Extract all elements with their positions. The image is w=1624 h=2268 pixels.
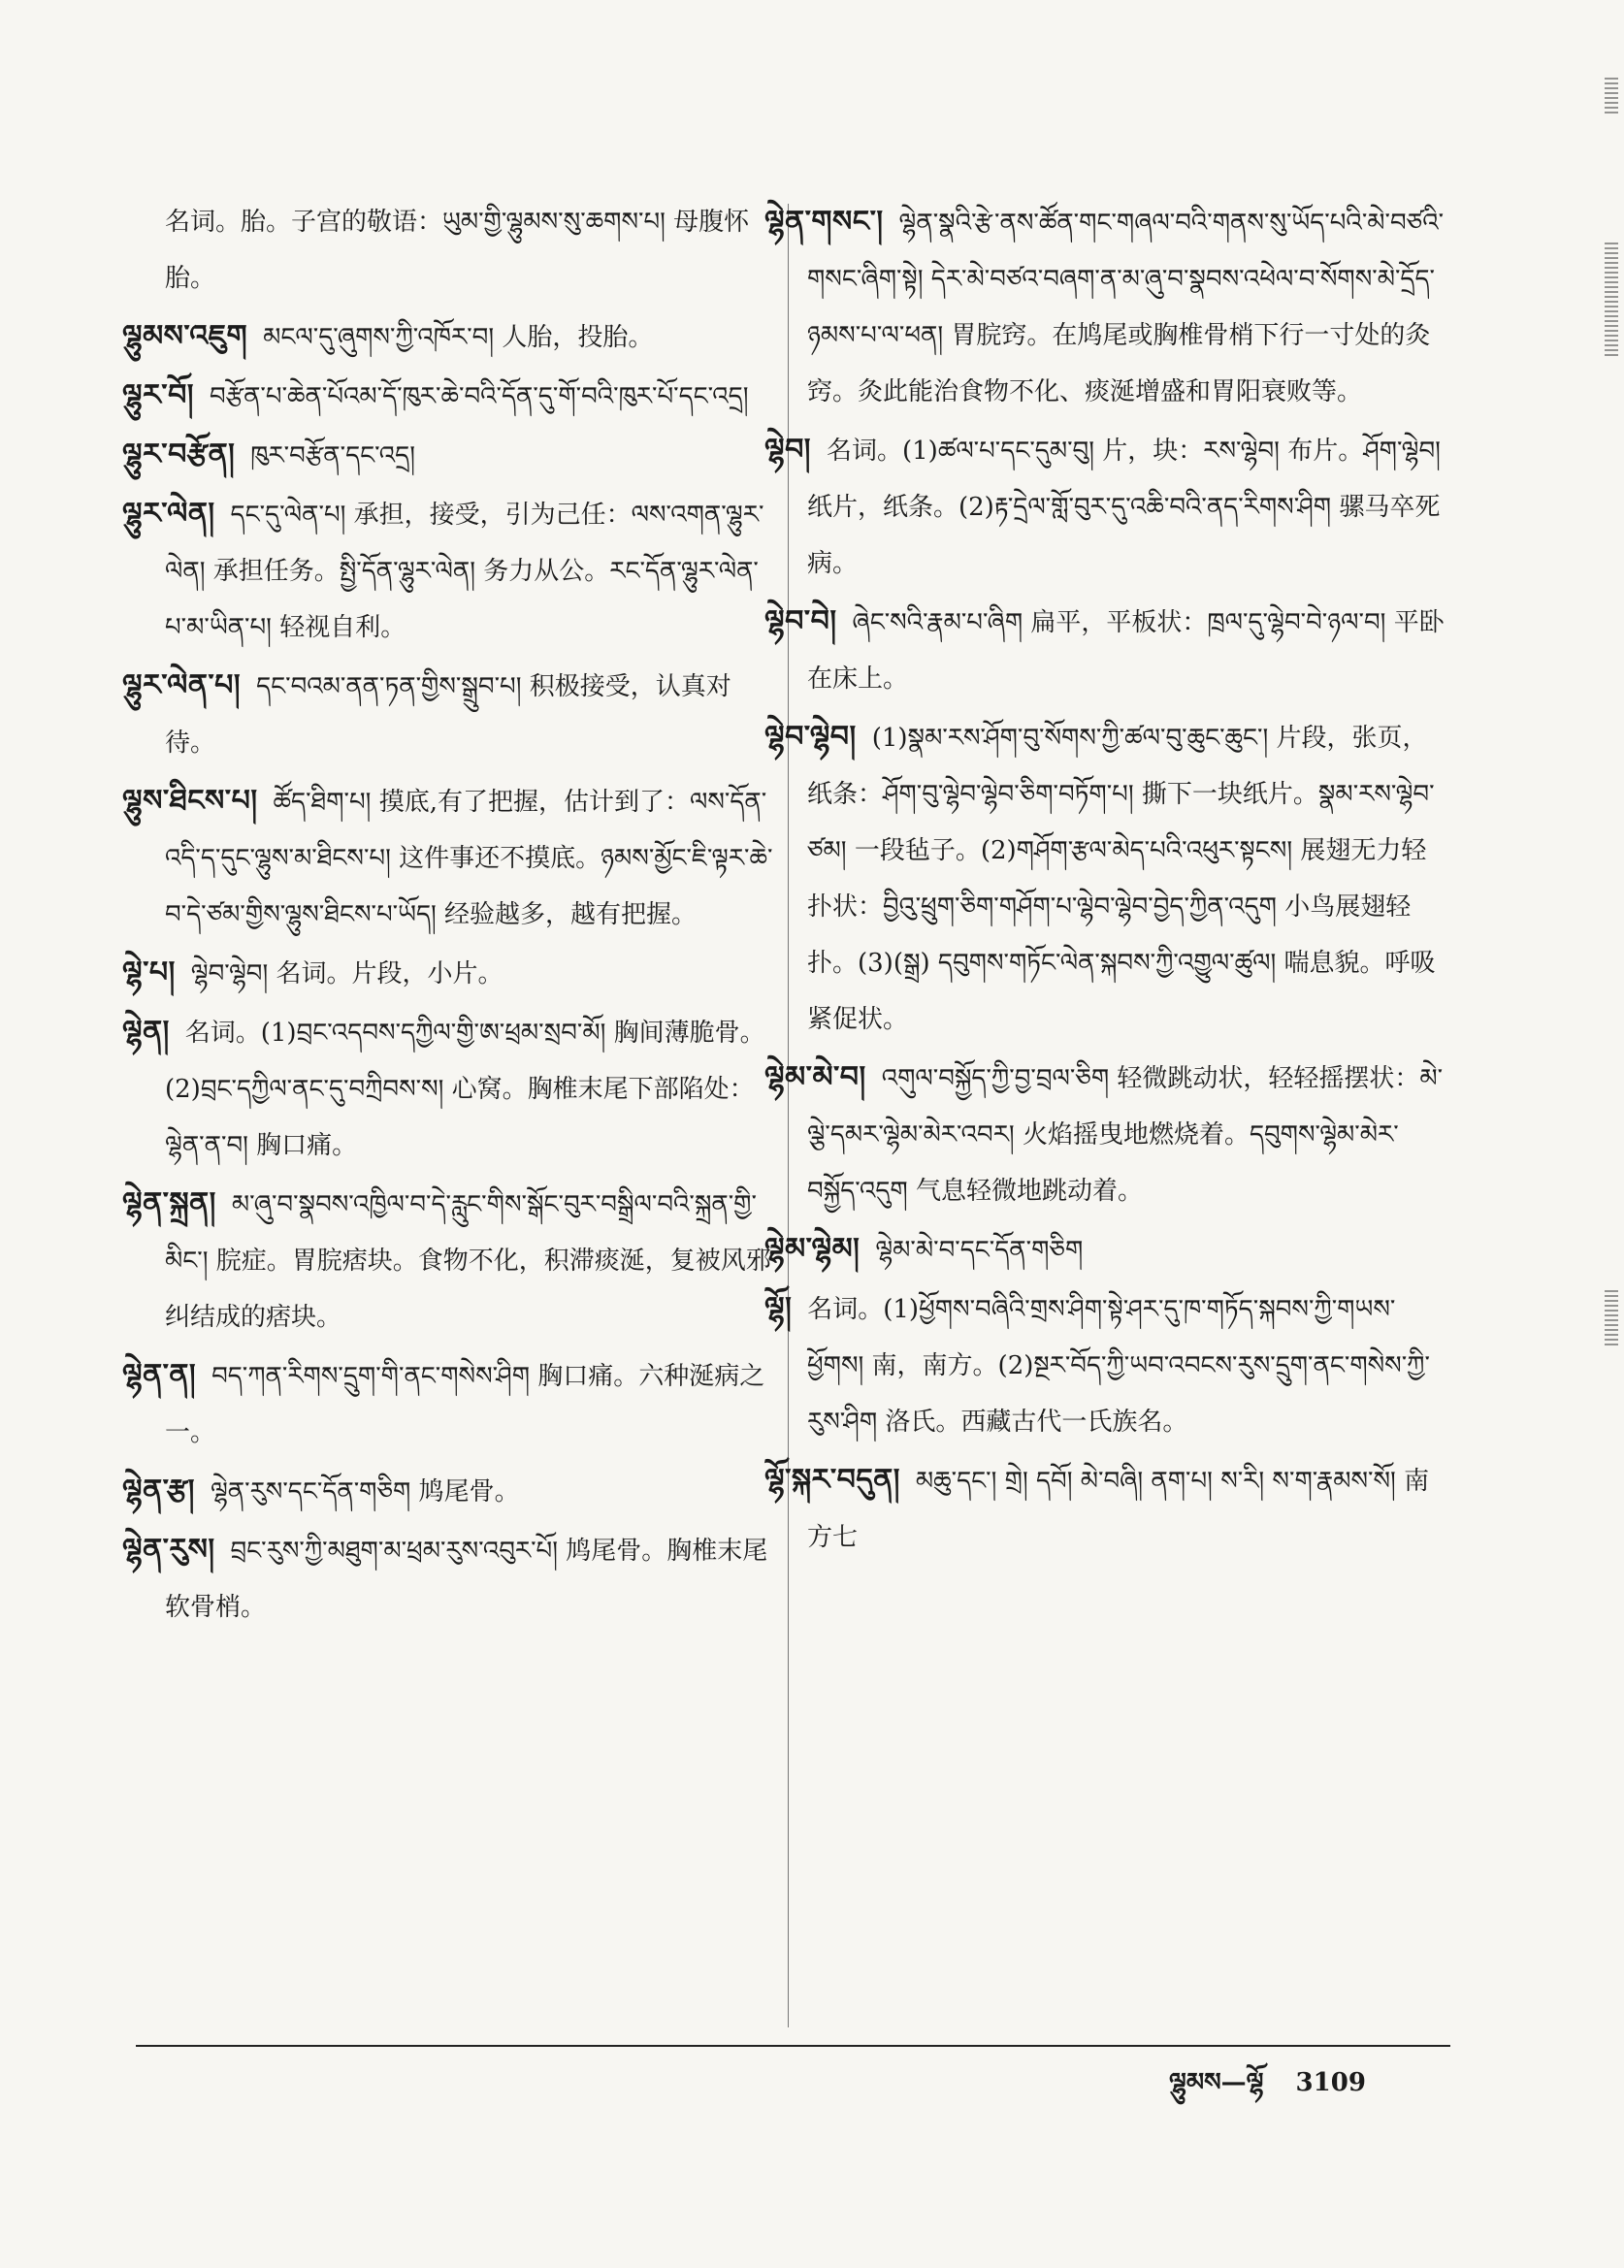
entry-definition: དང་དུ་ལེན་པ། 承担，接受，引为己任：ལས་འགན་ལྷུར་ལེན། 承担任务。སྤྱི་དོན་ལྷུར་ལེན། 务力从公。རང་དོན་ལྷུར་ལེན་པ་མ་ཡིན་པ། 轻视自利。 xyxy=(165,501,764,642)
dictionary-entry xyxy=(122,308,776,366)
entry-headword: ལྷེན་སྐྲན། xyxy=(122,1186,216,1220)
dictionary-entry xyxy=(764,194,1447,420)
entry-definition: ཁུར་བརྩོན་དང་འདྲ། xyxy=(250,441,416,470)
entry-headword: ལྷེབ། xyxy=(764,433,811,467)
entry-definition: 名词。(1)བྲང་འདབས་དཀྱིལ་གྱི་ཨ་ཕྲམ་སྲབ་མོ། 胸间薄脆骨。 (2)བྲང་དཀྱིལ་ནང་དུ་བཀྲིབས་ས། 心窝。胸椎末尾下部陷处：ལྷེན་ན་བ། 胸口痛。 xyxy=(165,1019,765,1160)
entry-headword: ལྷེན་གསང་། xyxy=(764,205,884,239)
dictionary-entry xyxy=(764,1050,1447,1219)
dictionary-entry xyxy=(122,427,776,484)
entry-headword: ལྷེམ་མེ་བ། xyxy=(764,1060,866,1094)
dictionary-entry xyxy=(122,486,776,656)
entry-headword: ལྷེམ་ལྷེམ། xyxy=(764,1232,861,1266)
scan-edge-mark xyxy=(1605,78,1618,116)
entry-definition: མངལ་དུ་ཞུགས་ཀྱི་འཁོར་བ། 人胎，投胎。 xyxy=(263,323,654,352)
entry-headword: ལྷུས་ཐིངས་པ། xyxy=(122,784,258,818)
entry-definition: ལྷེན་རུས་དང་དོན་གཅིག 鸠尾骨。 xyxy=(210,1477,520,1507)
entry-definition: ལྷེན་སྣའི་རྩེ་ནས་ཚོན་གང་གཞལ་བའི་གནས་སུ་ཡོད་པའི་མེ་བཙའི་གསང་ཞིག་སྟེ། དེར་མེ་བཙའ་བཞག་ན་མ་ཞུ་བ་སྣབས་འཕེལ་བ་སོགས་མེ་དྲོད་ཉམས་པ་ལ་ཕན། 胃脘窍。在鸠尾或胸椎骨梢下行一寸处的灸窍。灸此能治食物不化、痰涎增盛和胃阳衰败等。 xyxy=(807,209,1445,406)
entry-definition: ལྷེམ་མེ་བ་དང་དོན་གཅིག xyxy=(875,1236,1084,1265)
entry-definition: (1)སྣམ་རས་ཤོག་བུ་སོགས་ཀྱི་ཚལ་བུ་ཆུང་ཆུང་། 片段，张页，纸条：ཤོག་བུ་ལྷེབ་ལྷེབ་ཅིག་བཏོག་པ། 撕下一块纸片。སྣམ་རས་ལྷེབ་ཙམ། 一段毡子。(2)གཤོག་རྩལ་མེད་པའི་འཕུར་སྟངས། 展翅无力轻扑状：བྱིའུ་ཕྲུག་ཅིག་གཤོག་པ་ལྷེབ་ལྷེབ་བྱེད་ཀྱིན་འདུག 小鸟展翅轻扑。(3)(སྒྲ) དབུགས་གཏོང་ལེན་སྐབས་ཀྱི་འགྱུལ་ཚུལ། 喘息貌。呼吸紧促状。 xyxy=(807,724,1436,1034)
dictionary-entry xyxy=(764,1452,1447,1566)
page-number: 3109 xyxy=(1295,2068,1366,2097)
dictionary-entry xyxy=(764,1221,1447,1279)
scan-edge-mark xyxy=(1605,243,1618,359)
left-column xyxy=(122,194,776,1637)
entry-definition: འགུལ་བསྐྱོད་ཀྱི་བྱ་བྲལ་ཅིག 轻微跳动状，轻轻摇摆状：མེ་ལྕེ་དམར་ལྷེམ་མེར་འབར། 火焰摇曳地燃烧着。དབུགས་ལྷེམ་མེར་བསྐྱོད་འདུག 气息轻微地跳动着。 xyxy=(807,1064,1444,1206)
entry-headword: ལྷོ་སྐར་བདུན། xyxy=(764,1463,900,1497)
entry-definition: མ་ཞུ་བ་སྣབས་འཁྱིལ་བ་དེ་རླུང་གིས་སྒོང་བུར་བསྒྲིལ་བའི་སྐྲན་གྱི་མིང་། 脘症。胃脘痞块。食物不化，积滞痰涎，复被风邪纠结成的痞块。 xyxy=(165,1190,771,1332)
entry-headword: ལྷུར་ལེན། xyxy=(122,497,215,531)
entry-definition: དང་བའམ་ནན་ཏན་གྱིས་སྒྲུབ་པ། 积极接受，认真对待。 xyxy=(165,672,731,758)
entry-definition: བྲང་རུས་ཀྱི་མཐུག་མ་ཕྲམ་རུས་འབུར་པོ། 鸠尾骨。胸椎末尾软骨梢。 xyxy=(165,1537,768,1622)
entry-headword: ལྷོ། xyxy=(764,1291,793,1325)
entry-headword: ལྷུམས་འཇུག xyxy=(122,319,248,353)
guide-words: ལྷུམས—ལྷོ xyxy=(1169,2068,1264,2097)
entry-definition: 名词。(1)ཕྱོགས་བཞིའི་གྲས་ཤིག་སྟེ་ཤར་དུ་ཁ་གཏོད་སྐབས་ཀྱི་གཡས་ཕྱོགས། 南，南方。(2)སྔར་བོད་ཀྱི་ཡབ་འབངས་རུས་དྲུག་ནང་གསེས་ཀྱི་རུས་ཤིག 洛氏。西藏古代一氏族名。 xyxy=(807,1295,1430,1437)
entry-headword: ལྷེན་རྩ། xyxy=(122,1474,195,1507)
entry-headword: ལྷེ་པ། xyxy=(122,956,176,989)
entry-definition: ཞེང་སའི་རྣམ་པ་ཞིག 扁平，平板状：ཁྲལ་དུ་ལྷེབ་བེ་ཉལ་བ། 平卧在床上。 xyxy=(807,608,1445,694)
scan-edge-mark xyxy=(1605,1290,1618,1348)
entry-definition: མཆུ་དང་། གྲེ། དབོ། མེ་བཞི། ནག་པ། ས་རི། ས་ག་རྣམས་སོ། 南方七 xyxy=(807,1467,1430,1552)
entry-headword: ལྷེབ་ལྷེབ། xyxy=(764,720,857,754)
entry-headword: ལྷེན། xyxy=(122,1015,170,1049)
column-divider xyxy=(788,204,789,2027)
entry-headword: ལྷེན་ན། xyxy=(122,1358,197,1392)
entry-headword: ལྷེན་རུས། xyxy=(122,1533,215,1567)
page-footer xyxy=(1169,2055,1389,2125)
dictionary-entry xyxy=(165,194,776,307)
entry-definition: 名词。(1)ཚལ་པ་དང་དུམ་བུ། 片，块：རས་ལྷེབ། 布片。ཤོག་ལྷེབ། 纸片，纸条。(2)རྟ་དྲེལ་གློ་བུར་དུ་འཆི་བའི་ནད་རིགས་ཤིག 骡马卒死病。 xyxy=(807,437,1441,578)
entry-headword: ལྷུར་བོ། xyxy=(122,378,194,412)
dictionary-entry xyxy=(122,1463,776,1520)
right-column xyxy=(764,194,1447,1568)
dictionary-entry xyxy=(122,368,776,425)
dictionary-entry xyxy=(122,1004,776,1174)
entry-definition: ལྷེབ་ལྷེབ། 名词。片段，小片。 xyxy=(190,959,503,988)
dictionary-entry xyxy=(122,658,776,771)
entry-definition: བད་ཀན་རིགས་དྲུག་གི་ནང་གསེས་ཤིག 胸口痛。六种涎病之一。 xyxy=(165,1362,765,1447)
entry-headword: ལྷེབ་བེ། xyxy=(764,604,837,638)
dictionary-entry xyxy=(122,1347,776,1461)
dictionary-entry xyxy=(122,945,776,1002)
entry-definition: 名词。胎。子宫的敬语：ཡུམ་གྱི་ལྷུམས་སུ་ཆགས་པ། 母腹怀胎。 xyxy=(165,208,750,293)
dictionary-entry xyxy=(764,594,1447,707)
entry-headword: ལྷུར་བརྩོན། xyxy=(122,437,236,471)
dictionary-entry xyxy=(764,1280,1447,1450)
entry-headword: ལྷུར་ལེན་པ། xyxy=(122,668,242,702)
dictionary-entry xyxy=(122,1522,776,1636)
entry-definition: བརྩོན་པ་ཆེན་པོའམ་དོ་ཁུར་ཆེ་བའི་དོན་དུ་གོ་བའི་ཁུར་པོ་དང་འདྲ། xyxy=(209,382,749,411)
dictionary-entry xyxy=(122,773,776,943)
dictionary-entry xyxy=(122,1176,776,1345)
footer-rule xyxy=(136,2045,1450,2047)
dictionary-entry xyxy=(764,709,1447,1048)
entry-definition: ཚོད་ཐིག་པ། 摸底,有了把握，估计到了：ལས་དོན་འདི་ད་དུང་ལྷུས་མ་ཐིངས་པ། 这件事还不摸底。ཉམས་མྱོང་ཇི་ལྟར་ཆེ་བ་དེ་ཙམ་གྱིས་ལྷུས་ཐིངས་པ་ཡོད། 经验越多，越有把握。 xyxy=(165,788,773,929)
dictionary-entry xyxy=(764,422,1447,592)
